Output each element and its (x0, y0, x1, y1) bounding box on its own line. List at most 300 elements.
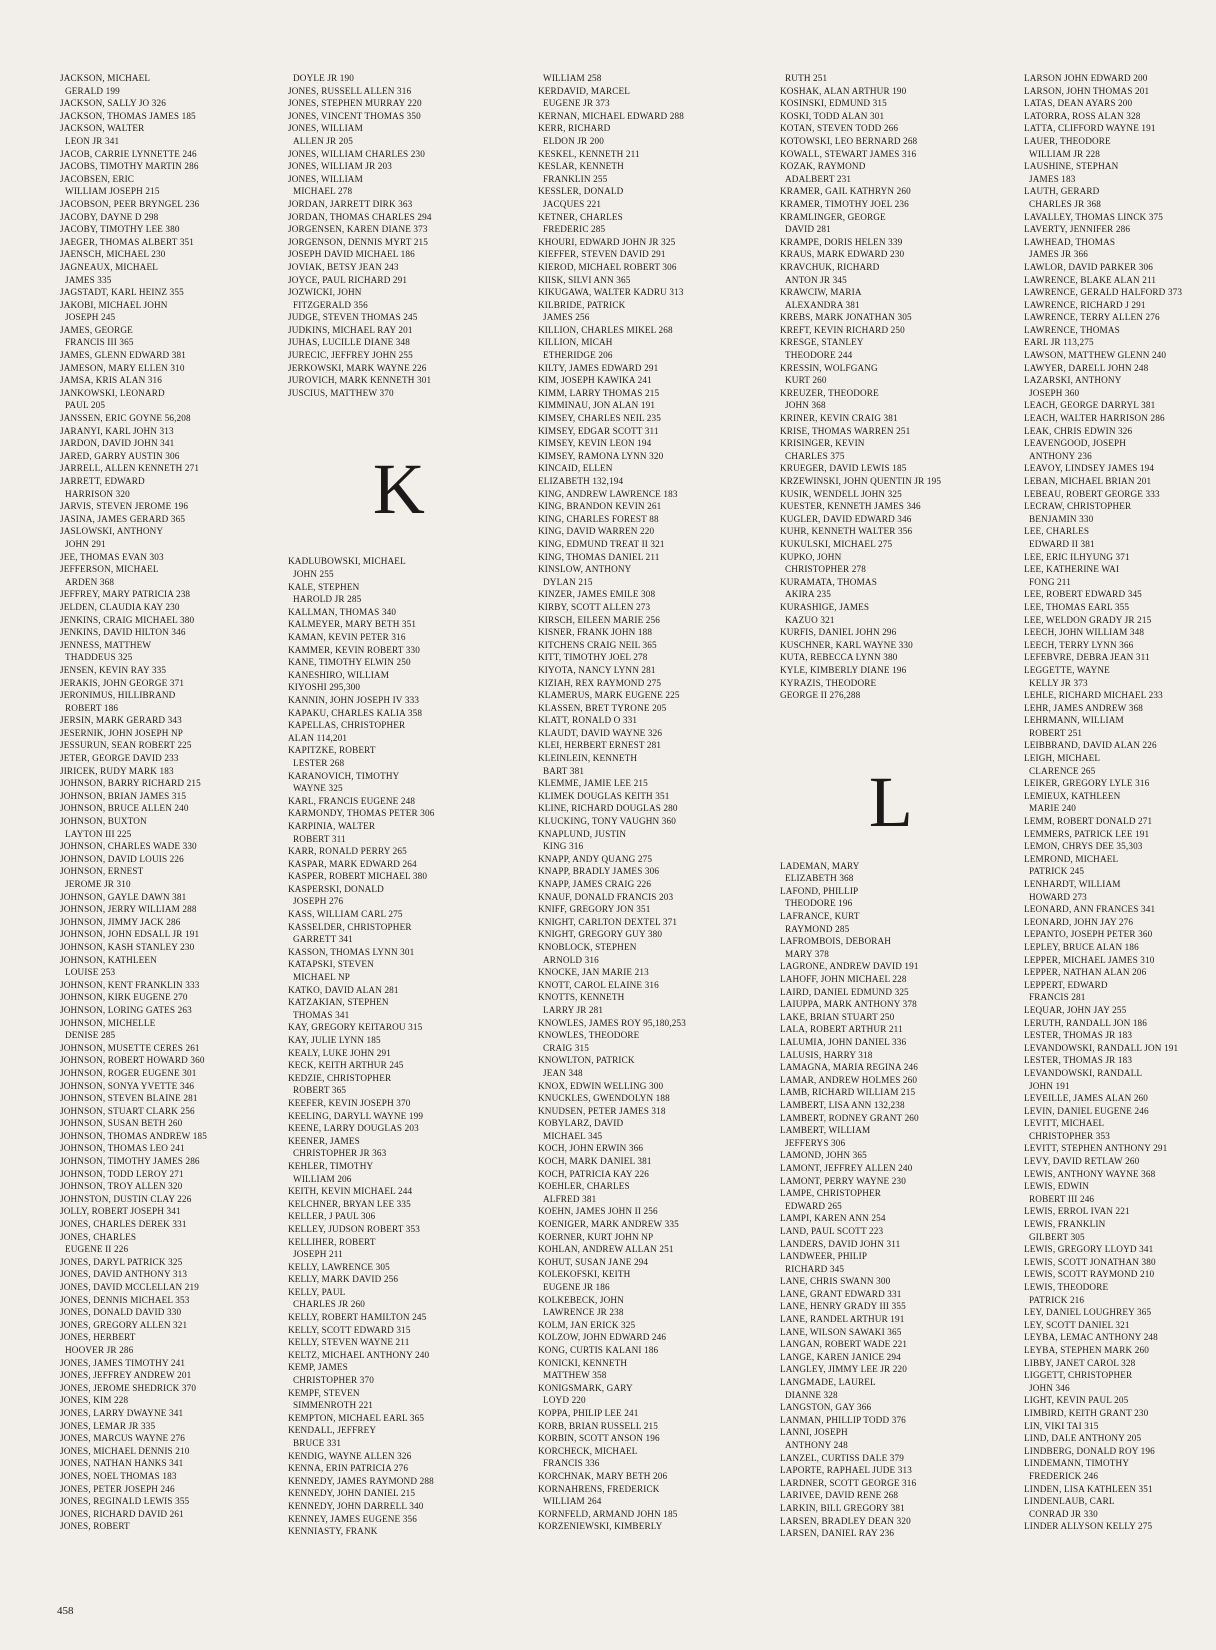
index-entry: KUSIK, WENDELL JOHN 325 (780, 488, 902, 499)
index-entry: KEALY, LUKE JOHN 291 (288, 1047, 391, 1058)
index-entry: KIMSEY, CHARLES NEIL 235 (538, 413, 662, 424)
index-entry: KAY, JULIE LYNN 185 (288, 1035, 381, 1045)
index-entry: LIBBY, JANET CAROL 328 (1024, 1357, 1136, 1368)
index-entry: KILTY, JAMES EDWARD 291 (538, 362, 659, 373)
index-entry: JELDEN, CLAUDIA KAY 230 (60, 601, 180, 612)
index-entry: KLEI, HERBERT ERNEST 281 (538, 740, 662, 751)
index-entry: JOSEPH 211 (293, 1249, 343, 1260)
index-entry: JONES, GREGORY ALLEN 321 (60, 1319, 188, 1330)
index-entry: LEPLEY, BRUCE ALAN 186 (1024, 941, 1139, 952)
index-column-5 (1024, 72, 1216, 1533)
index-entry: KELLY, ROBERT HAMILTON 245 (288, 1312, 427, 1323)
index-entry: KENNEDY, JOHN DARRELL 340 (288, 1500, 424, 1511)
index-entry: KRAMLINGER, GEORGE (780, 211, 886, 222)
index-entry: KRAMER, GAIL KATHRYN 260 (780, 186, 911, 197)
index-entry: JAGSTADT, KARL HEINZ 355 (60, 287, 184, 298)
index-entry: KIEFFER, STEVEN DAVID 291 (538, 249, 666, 260)
index-entry: ROBERT 251 (1029, 727, 1083, 738)
index-entry: LAMONT, JEFFREY ALLEN 240 (780, 1162, 913, 1173)
index-entry: GERALD 199 (65, 85, 120, 96)
index-entry: KIZIAH, REX RAYMOND 275 (538, 677, 662, 688)
index-entry: JOHNSON, TODD LEROY 271 (60, 1168, 184, 1179)
index-entry: KEMPTON, MICHAEL EARL 365 (288, 1412, 425, 1423)
index-entry: KOTAN, STEVEN TODD 266 (780, 123, 899, 134)
index-entry: JESSURUN, SEAN ROBERT 225 (60, 740, 192, 751)
index-entry: KOSHAK, ALAN ARTHUR 190 (780, 85, 907, 96)
index-entry: KUHR, KENNETH WALTER 356 (780, 526, 913, 537)
index-entry: LAVERTY, JENNIFER 286 (1024, 224, 1131, 235)
index-entry: LEYBA, STEPHEN MARK 260 (1024, 1344, 1149, 1355)
index-entry: KILLION, CHARLES MIKEL 268 (538, 324, 673, 335)
index-entry: JERKOWSKI, MARK WAYNE 226 (288, 362, 427, 373)
index-entry: LINDEMANN, TIMOTHY (1024, 1458, 1130, 1469)
index-entry: KNIGHT, CARLTON DEXTEL 371 (538, 916, 678, 927)
index-entry: JESERNIK, JOHN JOSEPH NP (60, 727, 184, 738)
index-entry: LEE, KATHERINE WAI (1024, 564, 1120, 575)
index-entry: KORNAHRENS, FREDERICK (538, 1483, 660, 1494)
index-entry: JARRELL, ALLEN KENNETH 271 (60, 463, 200, 474)
index-entry: PATRICK 245 (1029, 866, 1085, 877)
index-entry: KNOTT, CAROL ELAINE 316 (538, 979, 659, 990)
index-entry: LEHLE, RICHARD MICHAEL 233 (1024, 690, 1163, 701)
index-entry: LESTER, THOMAS JR 183 (1024, 1030, 1133, 1041)
index-entry: JACOBY, TIMOTHY LEE 380 (60, 224, 180, 235)
index-entry: KNOBLOCK, STEPHEN (538, 941, 637, 952)
index-entry: KRISINGER, KEVIN (780, 438, 865, 449)
index-entry: KAPITZKE, ROBERT (288, 745, 376, 756)
index-entry: JOHNSON, KASH STANLEY 230 (60, 941, 195, 952)
index-entry: KRESGE, STANLEY (780, 337, 864, 348)
index-entry: KASSELDER, CHRISTOPHER (288, 921, 412, 932)
index-entry: LAMBERT, WILLIAM (780, 1125, 871, 1136)
index-entry: JENKINS, CRAIG MICHAEL 380 (60, 614, 195, 625)
index-entry: KNOWLES, THEODORE (538, 1030, 640, 1041)
index-entry: KEHLER, TIMOTHY (288, 1160, 374, 1171)
index-entry: KENNEDY, JAMES RAYMOND 288 (288, 1475, 434, 1486)
index-entry: JUHAS, LUCILLE DIANE 348 (288, 337, 411, 348)
index-entry: RUTH 251 (785, 73, 828, 83)
index-entry: LINDBERG, DONALD ROY 196 (1024, 1445, 1155, 1456)
index-entry: JACOBSEN, ERIC (60, 173, 135, 184)
index-entry: KEENE, LARRY DOUGLAS 203 (288, 1123, 419, 1134)
index-entry: KILBRIDE, PATRICK (538, 299, 626, 310)
index-entry: THADDEUS 325 (65, 652, 133, 663)
index-entry: LAWRENCE, THOMAS (1024, 324, 1120, 335)
index-entry: BART 381 (543, 765, 585, 776)
index-entry: KREUZER, THEODORE (780, 387, 879, 398)
index-entry: LAUTH, GERARD (1024, 186, 1100, 197)
index-entry: JUDGE, STEVEN THOMAS 245 (288, 312, 418, 323)
index-entry: KREFT, KEVIN RICHARD 250 (780, 324, 905, 335)
index-entry: JACKSON, SALLY JO 326 (60, 98, 167, 109)
section-letter: K (372, 449, 426, 530)
index-entry: LANE, GRANT EDWARD 331 (780, 1288, 902, 1299)
index-entry: JAMES 183 (1029, 173, 1076, 184)
index-entry: LEWIS, GREGORY LLOYD 341 (1024, 1244, 1154, 1255)
index-entry: KELLY, LAWRENCE 305 (288, 1261, 390, 1272)
index-entry: DENISE 285 (65, 1030, 116, 1041)
index-entry: LEONARD, ANN FRANCES 341 (1024, 904, 1156, 915)
index-entry: LIGGETT, CHRISTOPHER (1024, 1370, 1133, 1381)
index-entry: KLEMME, JAMIE LEE 215 (538, 778, 648, 789)
index-entry: LAWRENCE, GERALD HALFORD 373 (1024, 287, 1183, 298)
index-entry: KARANOVICH, TIMOTHY (288, 770, 400, 781)
index-entry: ALEXANDRA 381 (785, 299, 860, 310)
index-entry: JONES, PETER JOSEPH 246 (60, 1483, 175, 1494)
index-entry: CRAIG 315 (543, 1042, 590, 1053)
index-entry: LEAVOY, LINDSEY JAMES 194 (1024, 463, 1155, 474)
index-entry: ALAN 114,201 (288, 732, 348, 743)
index-entry: LARIVEE, DAVID RENE 268 (780, 1490, 899, 1501)
index-entry: KREBS, MARK JONATHAN 305 (780, 312, 912, 323)
index-entry: LAWRENCE, BLAKE ALAN 211 (1024, 274, 1157, 285)
index-entry: LAWRENCE JR 238 (543, 1307, 624, 1318)
index-entry: JORDAN, THOMAS CHARLES 294 (288, 211, 432, 222)
index-entry: JEFFERYS 306 (785, 1137, 846, 1148)
index-entry: KORCHECK, MICHAEL (538, 1445, 638, 1456)
index-entry: JOSEPH 245 (65, 312, 116, 323)
index-entry: JOSEPH DAVID MICHAEL 186 (288, 249, 415, 260)
index-entry: LANGSTON, GAY 366 (780, 1402, 872, 1413)
index-entry: ADALBERT 231 (785, 173, 852, 184)
index-entry: BRUCE 331 (293, 1438, 342, 1448)
index-entry: JOHNSON, STUART CLARK 256 (60, 1105, 195, 1116)
index-entry: LAIUPPA, MARK ANTHONY 378 (780, 999, 917, 1010)
index-entry: KIYOTA, NANCY LYNN 281 (538, 664, 656, 675)
index-entry: LARRY JR 281 (543, 1004, 604, 1015)
index-entry: LAFRANCE, KURT (780, 911, 860, 922)
index-entry: LEIBBRAND, DAVID ALAN 226 (1024, 740, 1157, 751)
index-entry: KOEHN, JAMES JOHN II 256 (538, 1206, 658, 1217)
index-entry: LAWRENCE, RICHARD J 291 (1024, 299, 1146, 310)
index-entry: KASPAR, MARK EDWARD 264 (288, 858, 417, 869)
index-entry: KLEINLEIN, KENNETH (538, 753, 638, 764)
index-entry: KETNER, CHARLES (538, 211, 623, 222)
index-entry: ANTHONY 236 (1029, 450, 1092, 461)
index-entry: KENNEDY, JOHN DANIEL 215 (288, 1488, 416, 1499)
index-entry: JAENSCH, MICHAEL 230 (60, 249, 166, 260)
index-entry: JORGENSON, DENNIS MYRT 215 (288, 236, 428, 247)
index-entry: LAWYER, DARELL JOHN 248 (1024, 362, 1149, 373)
index-entry: KENNEY, JAMES EUGENE 356 (288, 1513, 417, 1524)
index-entry: JONES, KIM 228 (60, 1395, 129, 1406)
index-entry: LANDWEER, PHILIP (780, 1251, 868, 1262)
index-entry: JANSSEN, ERIC GOYNE 56,208 (60, 413, 191, 424)
index-entry: JARANYI, KARL JOHN 313 (60, 425, 174, 436)
index-entry: KLINE, RICHARD DOUGLAS 280 (538, 803, 678, 814)
index-entry: THEODORE 244 (785, 350, 853, 361)
index-entry: JIRICEK, RUDY MARK 183 (60, 765, 174, 776)
index-entry: LAMPI, KAREN ANN 254 (780, 1213, 886, 1224)
index-entry: ANTHONY 248 (785, 1440, 848, 1450)
index-entry: KRZEWINSKI, JOHN QUENTIN JR 195 (780, 476, 942, 486)
index-entry: GARRETT 341 (293, 934, 353, 945)
index-entry: LEY, DANIEL LOUGHREY 365 (1024, 1307, 1152, 1318)
index-entry: JOHNSON, TIMOTHY JAMES 286 (60, 1156, 200, 1167)
index-entry: KANE, TIMOTHY ELWIN 250 (288, 657, 411, 668)
index-entry: PAUL 205 (65, 400, 106, 411)
index-entry: CHRISTOPHER 370 (293, 1375, 374, 1386)
index-entry: LAVALLEY, THOMAS LINCK 375 (1024, 211, 1163, 222)
index-entry: KALMEYER, MARY BETH 351 (288, 619, 417, 630)
index-entry: KASSON, THOMAS LYNN 301 (288, 946, 415, 957)
index-entry: LANE, HENRY GRADY III 355 (780, 1301, 906, 1312)
index-entry: KRAMPE, DORIS HELEN 339 (780, 236, 903, 247)
index-entry: LEMIEUX, KATHLEEN (1024, 790, 1121, 801)
index-entry: WILLIAM JR 228 (1029, 148, 1100, 159)
index-entry: KERR, RICHARD (538, 123, 611, 134)
index-entry: KOWALL, STEWART JAMES 316 (780, 148, 917, 159)
index-entry: KIEROD, MICHAEL ROBERT 306 (538, 261, 677, 272)
index-entry: LEE, WELDON GRADY JR 215 (1024, 614, 1152, 625)
index-entry: ROBERT 311 (293, 833, 346, 844)
index-entry: LAYTON III 225 (65, 828, 132, 839)
index-entry: KISNER, FRANK JOHN 188 (538, 627, 653, 638)
index-entry: KYLE, KIMBERLY DIANE 196 (780, 664, 907, 675)
index-entry: ANTON JR 345 (785, 274, 847, 285)
index-entry: CHARLES JR 368 (1029, 198, 1102, 209)
index-entry: LEPANTO, JOSEPH PETER 360 (1024, 929, 1153, 940)
index-entry: KORB, BRIAN RUSSELL 215 (538, 1420, 659, 1431)
index-entry: KNIFF, GREGORY JON 351 (538, 904, 651, 915)
index-entry: CLARENCE 265 (1029, 765, 1096, 776)
index-entry: FREDERIC 285 (543, 224, 606, 235)
section-letter: L (868, 761, 914, 842)
index-entry: LANE, CHRIS SWANN 300 (780, 1276, 891, 1287)
index-entry: LERUTH, RANDALL JON 186 (1024, 1017, 1148, 1028)
index-entry: LARSON JOHN EDWARD 200 (1024, 73, 1148, 83)
index-entry: JOHNSON, KENT FRANKLIN 333 (60, 979, 200, 990)
index-entry: KIMSEY, RAMONA LYNN 320 (538, 450, 664, 461)
index-entry: ROBERT 186 (65, 702, 119, 713)
index-entry: LANGE, KAREN JANICE 294 (780, 1351, 901, 1362)
index-entry: DAVID 281 (785, 224, 831, 235)
index-entry: ELIZABETH 368 (785, 873, 854, 884)
index-entry: LEECH, JOHN WILLIAM 348 (1024, 627, 1145, 638)
index-entry: LIMBIRD, KEITH GRANT 230 (1024, 1407, 1149, 1418)
index-entry: LEBEAU, ROBERT GEORGE 333 (1024, 488, 1160, 499)
index-entry: JUROVICH, MARK KENNETH 301 (288, 375, 432, 386)
index-entry: PATRICK 216 (1029, 1294, 1085, 1305)
index-entry: LAMAR, ANDREW HOLMES 260 (780, 1074, 918, 1085)
index-entry: JUDKINS, MICHAEL RAY 201 (288, 324, 413, 335)
index-entry: LARDNER, SCOTT GEORGE 316 (780, 1477, 917, 1488)
index-entry: KIRBY, SCOTT ALLEN 273 (538, 601, 651, 612)
index-entry: KARR, RONALD PERRY 265 (288, 846, 407, 857)
index-entry: KING, THOMAS DANIEL 211 (538, 551, 660, 562)
index-column-4 (780, 72, 1002, 1540)
index-entry: JOHNSON, BARRY RICHARD 215 (60, 778, 201, 789)
index-entry: LEE, CHARLES (1024, 526, 1090, 537)
index-entry: KEMPF, STEVEN (288, 1387, 360, 1398)
index-entry: JONES, HERBERT (60, 1332, 136, 1343)
index-entry: LAKE, BRIAN STUART 250 (780, 1011, 895, 1022)
index-entry: LEVANDOWSKI, RANDALL JON 191 (1024, 1042, 1179, 1053)
index-entry: KASPER, ROBERT MICHAEL 380 (288, 871, 428, 882)
index-entry: KONICKI, KENNETH (538, 1357, 628, 1368)
page-number: 458 (57, 1605, 74, 1617)
index-entry: KAY, GREGORY KEITAROU 315 (288, 1022, 423, 1033)
index-entry: LALA, ROBERT ARTHUR 211 (780, 1024, 903, 1035)
index-entry: JAKOBI, MICHAEL JOHN (60, 299, 168, 310)
index-entry: KELLY, SCOTT EDWARD 315 (288, 1324, 411, 1335)
index-entry: LEIGH, MICHAEL (1024, 753, 1101, 764)
index-entry: KURAMATA, THOMAS (780, 576, 877, 587)
index-entry: LANGMADE, LAUREL (780, 1377, 876, 1388)
index-entry: JEAN 348 (543, 1067, 583, 1078)
index-entry: FRANCIS III 365 (65, 337, 134, 348)
index-entry: KAMMER, KEVIN ROBERT 330 (288, 644, 421, 655)
index-entry: KNAPP, JAMES CRAIG 226 (538, 879, 652, 889)
index-entry: LOYD 220 (543, 1395, 586, 1406)
index-entry: ARDEN 368 (65, 576, 115, 587)
index-entry: JAEGER, THOMAS ALBERT 351 (60, 236, 195, 247)
index-entry: LEWIS, SCOTT RAYMOND 210 (1024, 1269, 1155, 1280)
index-entry: KOCH, JOHN ERWIN 366 (538, 1143, 644, 1154)
index-entry: LATORRA, ROSS ALAN 328 (1024, 110, 1141, 121)
index-entry: LOUISE 253 (65, 967, 116, 978)
index-entry: KENNA, ERIN PATRICIA 276 (288, 1463, 409, 1474)
index-entry: CHRISTOPHER JR 363 (293, 1148, 387, 1159)
index-entry: KARPINIA, WALTER (288, 820, 376, 831)
index-entry: JOHNSON, JOHN EDSALL JR 191 (60, 929, 200, 940)
index-entry: KENDALL, JEFFREY (288, 1425, 377, 1436)
index-entry: KARL, FRANCIS EUGENE 248 (288, 795, 416, 806)
index-entry: RICHARD 345 (785, 1263, 845, 1274)
index-entry: LEMROND, MICHAEL (1024, 853, 1119, 864)
index-entry: HOWARD 273 (1029, 891, 1087, 902)
index-entry: KELLY, STEVEN WAYNE 211 (288, 1337, 410, 1348)
index-entry: LAMONT, PERRY WAYNE 230 (780, 1175, 906, 1186)
index-entry: LAFOND, PHILLIP (780, 885, 859, 896)
index-entry: JOHN 291 (65, 538, 106, 549)
index-entry: JOHNSON, STEVEN BLAINE 281 (60, 1093, 198, 1104)
index-entry: LARSEN, DANIEL RAY 236 (780, 1528, 895, 1539)
index-entry: JONES, RUSSELL ALLEN 316 (288, 85, 412, 96)
index-entry: LAHOFF, JOHN MICHAEL 228 (780, 974, 907, 985)
index-entry: JOHNSON, BUXTON (60, 816, 147, 827)
index-entry: JONES, ROBERT (60, 1521, 130, 1532)
index-entry: LEGGETTE, WAYNE (1024, 664, 1110, 675)
index-entry: GILBERT 305 (1029, 1231, 1085, 1242)
index-entry: JONES, DENNIS MICHAEL 353 (60, 1294, 190, 1305)
index-entry: HARRISON 320 (65, 488, 130, 499)
index-entry: CHRISTOPHER 278 (785, 564, 866, 575)
index-entry: LEQUAR, JOHN JAY 255 (1024, 1004, 1127, 1015)
index-entry: CONRAD JR 330 (1029, 1508, 1098, 1519)
index-entry: KING, BRANDON KEVIN 261 (538, 501, 662, 512)
index-entry: CHRISTOPHER 353 (1029, 1130, 1110, 1141)
index-entry: MARIE 240 (1029, 803, 1077, 814)
index-entry: KORBIN, SCOTT ANSON 196 (538, 1433, 660, 1444)
index-entry: LEE, ROBERT EDWARD 345 (1024, 589, 1142, 600)
index-entry: KIMM, LARRY THOMAS 215 (538, 387, 660, 398)
index-entry: LEWIS, ERROL IVAN 221 (1024, 1206, 1130, 1217)
index-entry: KASPERSKI, DONALD (288, 883, 384, 894)
index-entry: JACOBSON, PEER BRYNGEL 236 (60, 198, 200, 209)
index-entry: KRINER, KEVIN CRAIG 381 (780, 413, 898, 424)
index-entry: KATAPSKI, STEVEN (288, 959, 374, 970)
index-entry: JERSIN, MARK GERARD 343 (60, 715, 182, 726)
index-entry: KELCHNER, BRYAN LEE 335 (288, 1198, 411, 1209)
index-entry: KUTA, REBECCA LYNN 380 (780, 652, 898, 663)
index-entry: JERONIMUS, HILLIBRAND (60, 690, 176, 701)
index-entry: JOHNSON, ROGER EUGENE 301 (60, 1067, 197, 1078)
index-entry: LEMMERS, PATRICK LEE 191 (1024, 828, 1150, 839)
index-entry: KLAMERUS, MARK EUGENE 225 (538, 690, 680, 701)
index-entry: EUGENE II 226 (65, 1244, 129, 1255)
index-entry: KUKULSKI, MICHAEL 275 (780, 538, 893, 549)
index-entry: LEVIN, DANIEL EUGENE 246 (1024, 1105, 1149, 1116)
index-entry: LAUER, THEODORE (1024, 135, 1111, 146)
index-entry: LAMAGNA, MARIA REGINA 246 (780, 1062, 918, 1073)
index-entry: KALE, STEPHEN (288, 581, 360, 592)
index-entry: JENKINS, DAVID HILTON 346 (60, 627, 186, 638)
index-entry: KNIGHT, GREGORY GUY 380 (538, 929, 663, 940)
index-entry: KARMONDY, THOMAS PETER 306 (288, 808, 435, 819)
index-entry: LAWLOR, DAVID PARKER 306 (1024, 261, 1153, 272)
index-entry: JASINA, JAMES GERARD 365 (60, 513, 186, 524)
index-entry: KNAPLUND, JUSTIN (538, 828, 627, 839)
index-entry: LEONARD, JOHN JAY 276 (1024, 916, 1134, 927)
index-entry: GEORGE II 276,288 (780, 690, 861, 701)
index-entry: LEVANDOWSKI, RANDALL (1024, 1067, 1143, 1078)
index-entry: JOHNSON, DAVID LOUIS 226 (60, 853, 184, 864)
index-entry: LEWIS, EDWIN (1024, 1181, 1090, 1192)
index-entry: KLATT, RONALD O 331 (538, 715, 638, 726)
index-entry: LAPORTE, RAPHAEL JUDE 313 (780, 1465, 912, 1476)
index-entry: EDWARD II 381 (1029, 538, 1095, 549)
index-entry: KEMP, JAMES (288, 1362, 348, 1373)
index-entry: JONES, RICHARD DAVID 261 (60, 1508, 184, 1519)
index-entry: JONES, MICHAEL DENNIS 210 (60, 1445, 190, 1456)
index-entry: JORGENSEN, KAREN DIANE 373 (288, 224, 428, 235)
index-entry: JOHNSON, TROY ALLEN 320 (60, 1181, 183, 1192)
index-entry: KALLMAN, THOMAS 340 (288, 606, 397, 617)
index-entry: LALUMIA, JOHN DANIEL 336 (780, 1037, 907, 1047)
index-entry: LAGRONE, ANDREW DAVID 191 (780, 961, 919, 972)
index-entry: MICHAEL 278 (293, 186, 353, 197)
index-entry: LEBAN, MICHAEL BRIAN 201 (1024, 476, 1152, 486)
index-entry: KING, EDMUND TREAT II 321 (538, 538, 665, 549)
index-entry: JARED, GARRY AUSTIN 306 (60, 450, 180, 461)
index-entry: LANDERS, DAVID JOHN 311 (780, 1238, 901, 1249)
index-entry: LECRAW, CHRISTOPHER (1024, 501, 1132, 512)
index-entry: LEAVENGOOD, JOSEPH (1024, 438, 1127, 449)
index-entry: JONES, CHARLES (60, 1231, 137, 1242)
index-entry: FREDERICK 246 (1029, 1470, 1099, 1481)
index-entry: KENNIASTY, FRANK (288, 1526, 378, 1537)
index-column-1 (60, 72, 282, 1533)
index-entry: KIMMINAU, JON ALAN 191 (538, 400, 656, 411)
index-entry: LEVITT, MICHAEL (1024, 1118, 1105, 1129)
index-entry: LANGLEY, JIMMY LEE JR 220 (780, 1364, 908, 1375)
index-entry: KIM, JOSEPH KAWIKA 241 (538, 375, 652, 386)
index-entry: KLUCKING, TONY VAUGHN 360 (538, 816, 676, 827)
index-entry: LIGHT, KEVIN PAUL 205 (1024, 1395, 1129, 1406)
index-entry: KATZAKIAN, STEPHEN (288, 997, 389, 1008)
index-entry: KONG, CURTIS KALANI 186 (538, 1344, 659, 1355)
index-entry: KINSLOW, ANTHONY (538, 564, 632, 575)
index-entry: KELLY, MARK DAVID 256 (288, 1274, 399, 1285)
index-entry: JOHNSON, BRIAN JAMES 315 (60, 790, 187, 801)
index-entry: JEE, THOMAS EVAN 303 (60, 551, 164, 562)
index-entry: JONES, JEROME SHEDRICK 370 (60, 1382, 197, 1393)
index-entry: KOHLAN, ANDREW ALLAN 251 (538, 1244, 674, 1255)
index-entry: WILLIAM 206 (293, 1173, 352, 1184)
index-entry: KUGLER, DAVID EDWARD 346 (780, 513, 912, 524)
index-entry: JAMES, GLENN EDWARD 381 (60, 350, 186, 361)
